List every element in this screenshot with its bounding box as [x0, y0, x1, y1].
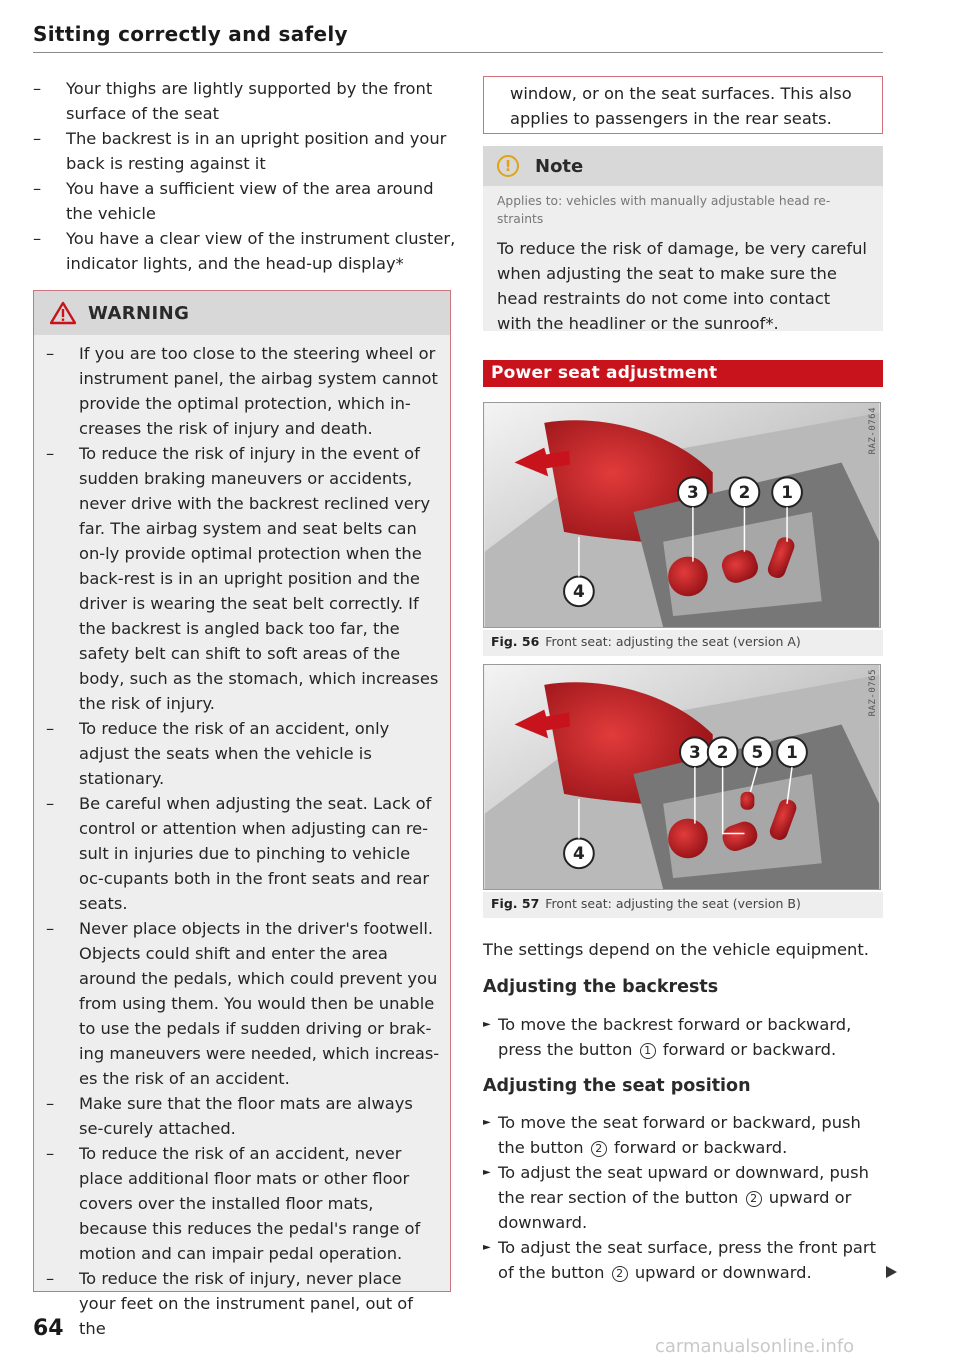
heading-backrests: Adjusting the backrests — [483, 977, 719, 997]
watermark: carmanualsonline.info — [655, 1336, 855, 1357]
svg-text:1: 1 — [781, 482, 793, 503]
warning-item: – Be careful when adjusting the seat. Lack of control or attention when adjusting can re-sult in injuries due to pinching to vehicle oc-cupants both in the front seats and rear seats. — [46, 791, 440, 916]
heading-seat-position: Adjusting the seat position — [483, 1076, 751, 1096]
step-list — [483, 1012, 883, 1062]
seat-illustration-b — [484, 665, 880, 889]
step-item — [483, 1235, 883, 1285]
figure-57-image — [483, 664, 881, 890]
backrest-steps — [483, 1012, 883, 1062]
warning-item: – To reduce the risk of an accident, never place additional floor mats or other floor covers over the installed floor mats, because this reduces the pedal's range of motion and can impair pedal operation. — [46, 1141, 440, 1266]
step-text: To adjust the seat upward or downward, push the rear section of the button — [498, 1163, 869, 1207]
svg-text:5: 5 — [751, 742, 764, 763]
warning-body — [34, 335, 450, 1341]
svg-text:4: 4 — [573, 581, 585, 602]
figure-caption-text: Front seat: adjusting the seat (version B) — [545, 896, 801, 911]
note-text: To reduce the risk of damage, be very careful when adjusting the seat to make sure the head restraints do not come into contact with the headliner or the sunroof*. — [497, 239, 867, 333]
list-item: – You have a sufficient view of the area around the vehicle — [33, 176, 461, 226]
step-item — [483, 1012, 883, 1062]
warning-continuation: window, or on the seat surfaces. This also applies to passengers in the rear seats. — [483, 76, 883, 134]
figure-code: RAZ-0764 — [868, 407, 878, 455]
intro-paragraph: The settings depend on the vehicle equipment. — [483, 940, 869, 959]
step-text: To adjust the seat surface, press the front part of the button — [498, 1238, 876, 1282]
warning-list — [46, 341, 440, 1341]
seat-illustration-a — [484, 403, 880, 627]
step-text: To move the backrest forward or backward, press the button — [498, 1015, 852, 1059]
list-item: – The backrest is in an upright position and your back is resting against it — [33, 126, 461, 176]
step-list — [483, 1110, 883, 1285]
page-number: 64 — [33, 1316, 64, 1341]
list-item: – Your thighs are lightly supported by the front surface of the seat — [33, 76, 461, 126]
button-number-badge: 1 — [640, 1043, 656, 1059]
exclamation-circle-icon: ! — [497, 155, 519, 177]
section-title: Power seat adjustment — [483, 360, 883, 387]
warning-item: – Make sure that the floor mats are always se-curely attached. — [46, 1091, 440, 1141]
step-text: upward or downward. — [498, 1188, 852, 1232]
continue-arrow-icon — [886, 1266, 897, 1278]
figure-code: RAZ-0765 — [868, 669, 878, 717]
list-item: – You have a clear view of the instrument cluster, indicator lights, and the head-up display* — [33, 226, 461, 276]
svg-text:4: 4 — [573, 843, 585, 864]
step-item — [483, 1110, 883, 1160]
figure-56-image — [483, 402, 881, 628]
position-steps — [483, 1110, 883, 1285]
button-number-badge: 2 — [746, 1191, 762, 1207]
warning-item: – To reduce the risk of injury in the event of sudden braking maneuvers or accidents, never drive with the backrest reclined very far. The airbag system and seat belts can on-ly provide optimal protection when the back-rest is in an upright position and the driver is wearing the seat belt correctly. If the backrest is angled back too far, the safety belt can shift to soft areas of the body, such as the stomach, which increases the risk of injury. — [46, 441, 440, 716]
step-text: forward or backward. — [662, 1040, 837, 1059]
figure-label: Fig. 56 — [491, 634, 540, 649]
step-text: To move the seat forward or backward, push the button — [498, 1113, 861, 1157]
step-item — [483, 1160, 883, 1235]
warning-title: WARNING — [88, 302, 190, 324]
page-header-title: Sitting correctly and safely — [33, 22, 348, 46]
note-applies: Applies to: vehicles with manually adjustable head re-straints — [497, 194, 831, 226]
figure-caption-text: Front seat: adjusting the seat (version A) — [545, 634, 801, 649]
note-header — [483, 146, 883, 186]
warning-header — [34, 291, 450, 335]
button-number-badge: 2 — [612, 1266, 628, 1282]
figure-56-caption — [483, 630, 883, 656]
intro-list-container — [33, 76, 456, 276]
warning-triangle-icon — [50, 301, 76, 325]
step-text: upward or downward. — [634, 1263, 812, 1282]
warning-item: – To reduce the risk of an accident, only adjust the seats when the vehicle is stationary. — [46, 716, 440, 791]
svg-text:1: 1 — [786, 742, 798, 763]
svg-text:2: 2 — [738, 482, 751, 503]
figure-label: Fig. 57 — [491, 896, 540, 911]
note-box — [483, 146, 883, 331]
intro-list — [33, 76, 456, 276]
svg-text:3: 3 — [687, 482, 699, 503]
header-rule — [33, 52, 883, 53]
note-title: Note — [535, 155, 584, 177]
warning-item: – Never place objects in the driver's footwell. Objects could shift and enter the area around the pedals, which could prevent you from using them. You would then be unable to use the pedals if sudden driving or brak-ing maneuvers were needed, which increas-es the risk of an accident. — [46, 916, 440, 1091]
step-text: forward or backward. — [613, 1138, 788, 1157]
button-number-badge: 2 — [591, 1141, 607, 1157]
svg-text:2: 2 — [716, 742, 729, 763]
figure-57-caption — [483, 892, 883, 918]
warning-item: – If you are too close to the steering wheel or instrument panel, the airbag system cannot provide the optimal protection, which in-creases the risk of injury and death. — [46, 341, 440, 441]
warning-item: – To reduce the risk of injury, never place your feet on the instrument panel, out of the — [46, 1266, 440, 1341]
svg-text:3: 3 — [689, 742, 701, 763]
